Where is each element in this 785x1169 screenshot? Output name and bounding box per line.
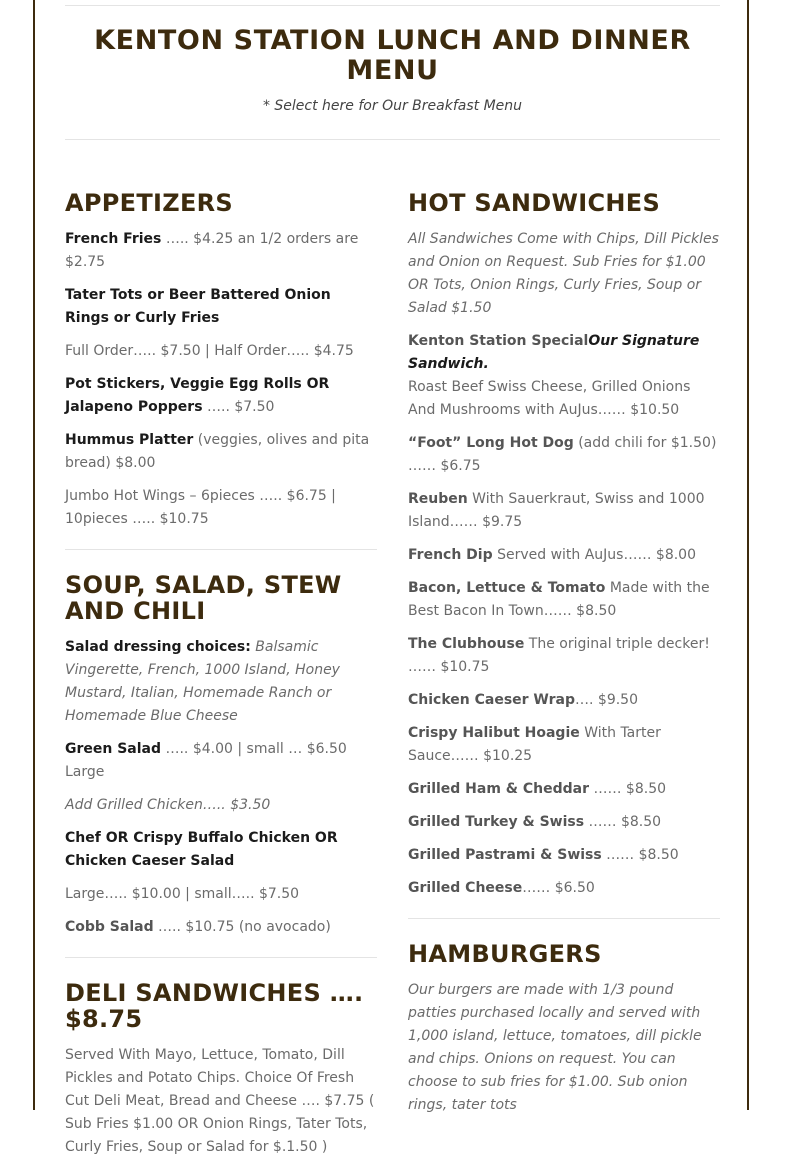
item-price: …… $6.50 (522, 880, 595, 896)
hamburgers-heading: HAMBURGERS (408, 940, 602, 968)
item-price: ….. $4.25 an 1/2 orders are $2.75 (65, 231, 359, 270)
item-price: With Sauerkraut, Swiss and 1000 Island…… $9.75 (408, 491, 705, 530)
left-column (65, 190, 377, 1169)
menu-item-turkey-swiss (408, 811, 720, 834)
item-name: Chicken Caeser Wrap (408, 692, 576, 708)
menu-item-halibut-hoagie (408, 722, 720, 768)
item-name: French Fries (65, 231, 162, 247)
item-name: Reuben (408, 491, 468, 507)
salad-dressing-choices (65, 636, 377, 728)
item-price: (veggies, olives and pita bread) $8.00 (65, 432, 370, 471)
menu-item-cobb-salad (65, 916, 377, 939)
menu-item-add-chicken: Add Grilled Chicken….. $3.50 (65, 797, 271, 813)
item-name: Grilled Turkey & Swiss (408, 814, 585, 830)
deli-description: Served With Mayo, Lettuce, Tomato, Dill Pickles and Potato Chips. Choice Of Fresh Cut Deli Meat, Bread and Cheese …. $7.75 ( Sub Fries $1.00 OR Onion Rings, Tater Tots, Curly Fries, Soup or Salad for $.1.50 ) (65, 1047, 375, 1155)
hot-sandwiches-intro: All Sandwiches Come with Chips, Dill Pickles and Onion on Request. Sub Fries for $1.00 OR Tots, Onion Rings, Curly Fries, Soup or Salad $1.50 (408, 231, 719, 316)
item-name: Tater Tots or Beer Battered Onion Rings or Curly Fries (65, 287, 331, 326)
menu-item-pot-stickers (65, 373, 377, 419)
top-divider (65, 5, 720, 6)
section-divider (65, 957, 377, 958)
hot-sandwiches-section (408, 190, 720, 900)
item-price: Served with AuJus…… $8.00 (492, 547, 696, 563)
section-divider (65, 549, 377, 550)
item-name: Green Salad (65, 741, 162, 757)
menu-item-green-salad (65, 738, 377, 784)
item-name: Chef OR Crispy Buffalo Chicken OR Chicken Caeser Salad (65, 830, 338, 869)
menu-item-ham-cheddar (408, 778, 720, 801)
item-price: …… $8.50 (589, 781, 667, 797)
item-name: Hummus Platter (65, 432, 194, 448)
menu-item-chef-salad (65, 827, 377, 873)
menu-item-pastrami-swiss (408, 844, 720, 867)
item-price: ….. $4.00 | small … $6.50 Large (65, 741, 347, 780)
item-name: French Dip (408, 547, 493, 563)
hamburgers-section (408, 941, 720, 1117)
item-name: Kenton Station Special (408, 333, 589, 349)
menu-item-wings: Jumbo Hot Wings – 6pieces ….. $6.75 | 10pieces ….. $10.75 (65, 488, 336, 527)
item-name: Cobb Salad (65, 919, 154, 935)
item-price: …. $9.50 (575, 692, 638, 708)
menu-item-chef-salad-price: Large….. $10.00 | small….. $7.50 (65, 886, 300, 902)
item-name: “Foot” Long Hot Dog (408, 435, 574, 451)
menu-item-caeser-wrap (408, 689, 720, 712)
item-price: The original triple decker! …… $10.75 (408, 636, 710, 675)
item-tag: Our Signature Sandwich. (408, 333, 700, 372)
menu-item-hummus (65, 429, 377, 475)
appetizers-section (65, 190, 377, 531)
breakfast-menu-link[interactable]: * Select here for Our Breakfast Menu (262, 98, 523, 114)
page-title: KENTON STATION LUNCH AND DINNER MENU (94, 25, 691, 86)
soup-salad-section (65, 572, 377, 939)
menu-item-french-fries (65, 228, 377, 274)
menu-item-grilled-cheese (408, 877, 720, 900)
hamburgers-intro: Our burgers are made with 1/3 pound patties purchased locally and served with 1,000 island, lettuce, tomatoes, dill pickle and chips. Onions on request. You can choose to sub fries for $1.00. Sub onion rings, tater tots (408, 982, 702, 1113)
item-price: ….. $7.50 (202, 399, 275, 415)
item-price: …… $8.50 (584, 814, 662, 830)
menu-item-blt (408, 577, 720, 623)
section-divider (408, 918, 720, 919)
deli-section (65, 980, 377, 1159)
item-name: Grilled Cheese (408, 880, 523, 896)
menu-item-kenton-special-desc: Roast Beef Swiss Cheese, Grilled Onions And Mushrooms with AuJus…… $10.50 (408, 379, 691, 418)
item-price: …… $8.50 (601, 847, 679, 863)
item-price: (add chili for $1.50) …… $6.75 (408, 435, 717, 474)
right-column (408, 190, 720, 1127)
item-name: Bacon, Lettuce & Tomato (408, 580, 606, 596)
hot-sandwiches-heading: HOT SANDWICHES (408, 189, 661, 217)
item-name: Grilled Pastrami & Swiss (408, 847, 602, 863)
dressing-list: Balsamic Vingerette, French, 1000 Island, Honey Mustard, Italian, Homemade Ranch or Homemade Blue Cheese (65, 639, 340, 724)
deli-heading: DELI SANDWICHES …. $8.75 (65, 979, 364, 1033)
menu-item-tater-tots (65, 284, 377, 330)
item-name: The Clubhouse (408, 636, 525, 652)
item-price: ….. $10.75 (no avocado) (153, 919, 331, 935)
item-name: Grilled Ham & Cheddar (408, 781, 590, 797)
menu-item-reuben (408, 488, 720, 534)
menu-item-hot-dog (408, 432, 720, 478)
menu-item-kenton-special (408, 330, 720, 376)
menu-item-tater-tots-price: Full Order….. $7.50 | Half Order….. $4.75 (65, 343, 354, 359)
item-name: Crispy Halibut Hoagie (408, 725, 580, 741)
item-name: Salad dressing choices: (65, 639, 251, 655)
item-name: Pot Stickers, Veggie Egg Rolls OR Jalapeno Poppers (65, 376, 330, 415)
header-divider (65, 139, 720, 140)
menu-item-clubhouse (408, 633, 720, 679)
soup-salad-heading: SOUP, SALAD, STEW AND CHILI (65, 571, 342, 625)
menu-item-french-dip (408, 544, 720, 567)
item-price: Made with the Best Bacon In Town…… $8.50 (408, 580, 710, 619)
item-price: With Tarter Sauce…… $10.25 (408, 725, 661, 764)
appetizers-heading: APPETIZERS (65, 189, 234, 217)
